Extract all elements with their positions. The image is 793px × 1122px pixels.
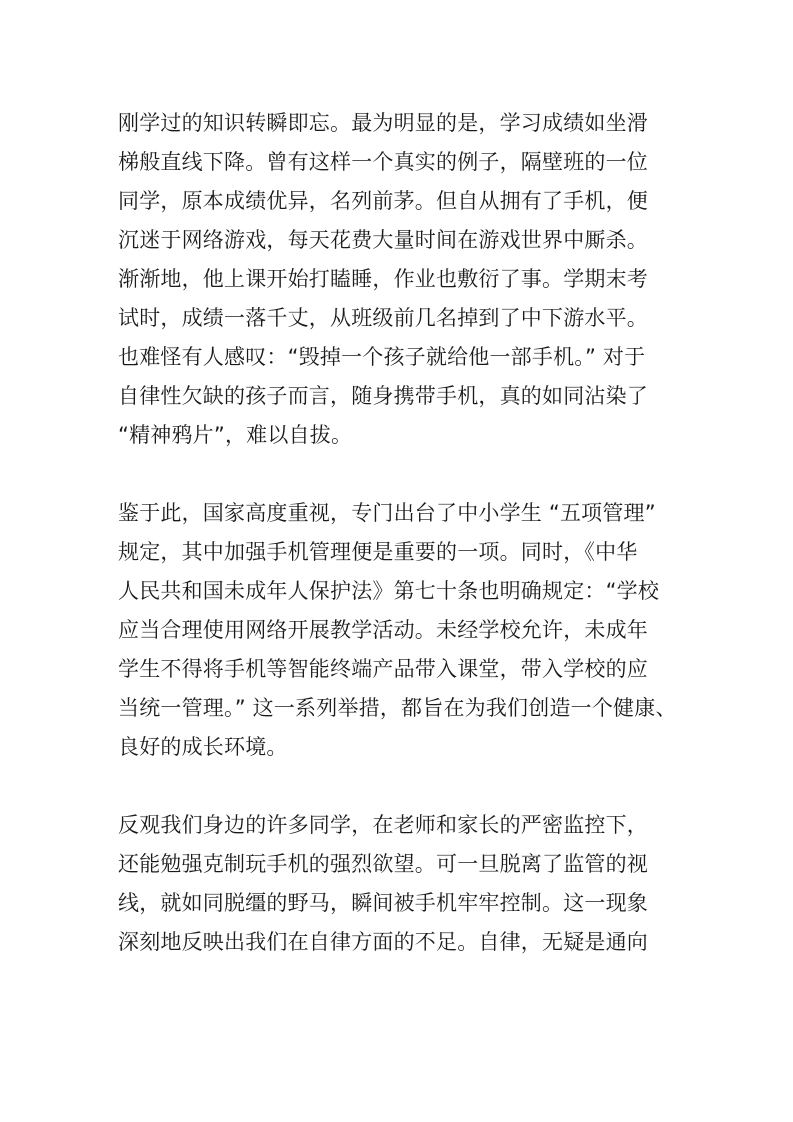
text-line: 还能勉强克制玩手机的强烈欲望。可一旦脱离了监管的视 [118,852,648,876]
text-line: “精神鸦片”，难以自拔。 [118,423,353,447]
text-line: 深刻地反映出我们在自律方面的不足。自律，无疑是通向 [118,930,648,954]
text-line: 试时，成绩一落千丈，从班级前几名掉到了中下游水平。 [118,306,648,330]
paragraph-2 [118,494,688,767]
text-line: 梯般直线下降。曾有这样一个真实的例子，隔壁班的一位 [118,150,648,174]
text-line: 渐渐地，他上课开始打瞌睡，作业也敷衍了事。学期末考 [118,267,648,291]
document-body [118,104,688,962]
text-line: 刚学过的知识转瞬即忘。最为明显的是，学习成绩如坐滑 [118,111,648,135]
text-line: 学生不得将手机等智能终端产品带入课堂，带入学校的应 [118,657,648,681]
text-line: 反观我们身边的许多同学，在老师和家长的严密监控下， [118,813,648,837]
text-line: 同学，原本成绩优异，名列前茅。但自从拥有了手机，便 [118,189,648,213]
text-line: 人民共和国未成年人保护法》第七十条也明确规定：“学校 [118,579,660,603]
text-line: 当统一管理。” 这一系列举措，都旨在为我们创造一个健康、 [118,696,677,720]
text-line: 良好的成长环境。 [118,735,288,759]
text-line: 自律性欠缺的孩子而言，随身携带手机，真的如同沾染了 [118,384,648,408]
paragraph-spacer [118,455,688,494]
paragraph-1 [118,104,688,455]
text-line: 沉迷于网络游戏，每天花费大量时间在游戏世界中厮杀。 [118,228,648,252]
text-line: 线，就如同脱缰的野马，瞬间被手机牢牢控制。这一现象 [118,891,648,915]
paragraph-3 [118,806,688,962]
paragraph-spacer [118,767,688,806]
text-line: 应当合理使用网络开展教学活动。未经学校允许，未成年 [118,618,648,642]
text-line: 也难怪有人感叹：“毁掉一个孩子就给他一部手机。” 对于 [118,345,646,369]
text-line: 鉴于此，国家高度重视，专门出台了中小学生 “五项管理” [118,501,656,525]
text-line: 规定，其中加强手机管理便是重要的一项。同时，《中华 [118,540,638,564]
